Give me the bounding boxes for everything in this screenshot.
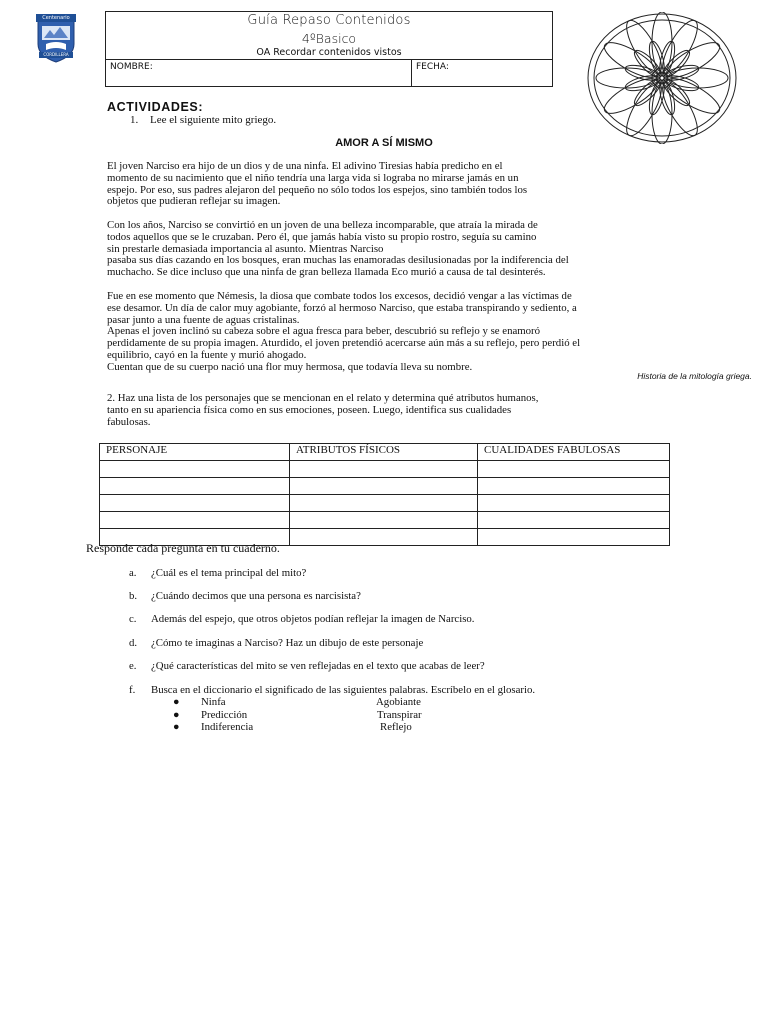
table-row [100, 461, 670, 478]
question-a [129, 567, 306, 579]
activities-heading: ACTIVIDADES: [107, 100, 204, 114]
vocab-word: Indiferencia [201, 721, 254, 733]
table-row [100, 495, 670, 512]
table-cell[interactable] [478, 495, 670, 512]
date-field[interactable]: FECHA: [416, 62, 449, 72]
question-c [129, 613, 475, 625]
question-f [129, 684, 535, 696]
table-cell[interactable] [290, 478, 478, 495]
logo-banner-bottom: CORDILLERA [43, 52, 69, 57]
table-cell[interactable] [478, 529, 670, 546]
bullet-icon: ● [173, 721, 180, 733]
table-cell[interactable] [290, 512, 478, 529]
table-row [100, 478, 670, 495]
table-cell[interactable] [100, 512, 290, 529]
question-letter: e. [129, 660, 137, 672]
header-box [105, 11, 553, 87]
table-cell[interactable] [478, 478, 670, 495]
instruction-1 [130, 114, 276, 126]
header-atributos: ATRIBUTOS FÍSICOS [290, 444, 478, 461]
question-d [129, 637, 423, 649]
logo-banner-top: Centenario [42, 15, 70, 21]
table-cell[interactable] [100, 495, 290, 512]
vocab-word: Agobiante [376, 696, 421, 708]
question-b [129, 590, 361, 602]
vocab-item [173, 696, 226, 708]
story-paragraph-3: Fue en ese momento que Némesis, la diosa que combate todos los excesos, decidió vengar a las víctimas de ese desamor. Un día de calor muy agobiante, forzó al hermoso Narciso, que estaba transpirando y sediento, a pasar junto a una fuente de aguas cristalinas. Apenas el joven inclinó su cabeza sobre el agua fresca para beber, descubrió su reflejo y se enamoró perdidamente de su propia imagen. Aturdido, el joven pretendió acercarse aún más a su reflejo, pero perdió el equilibrio, cayó en la fuente y murió ahogado. Cuentan que de su cuerpo nació una flor muy hermosa, que todavía lleva su nombre. [107, 290, 581, 373]
name-field[interactable]: NOMBRE: [110, 62, 153, 72]
vocab-item [173, 721, 253, 733]
objective-text: OA Recordar contenidos vistos [256, 47, 402, 58]
table-cell[interactable] [100, 478, 290, 495]
question-letter: a. [129, 567, 137, 579]
respond-instruction: Responde cada pregunta en tu cuaderno. [86, 541, 280, 555]
table-row [100, 512, 670, 529]
header-cualidades: CUALIDADES FABULOSAS [478, 444, 670, 461]
table-cell[interactable] [478, 512, 670, 529]
question-letter: c. [129, 613, 137, 625]
school-logo [36, 12, 76, 64]
question-text: ¿Qué características del mito se ven reflejadas en el texto que acabas de leer? [151, 660, 485, 672]
question-letter: b. [129, 590, 138, 602]
question-text: Busca en el diccionario el significado de las siguientes palabras. Escríbelo en el glosario. [151, 684, 536, 696]
header-personaje: PERSONAJE [100, 444, 290, 461]
story-paragraph-2: Con los años, Narciso se convirtió en un joven de una belleza incomparable, que atraía la mirada de todos aquellos que se le cruzaban. Pero él, que jamás había visto su propio rostro, seguía su camino sin prestarle demasiada importancia al asunto. Mientras Narciso pasaba sus días cazando en los bosques, eran muchas las enamoradas desilusionadas por la indiferencia del muchacho. Se dice incluso que una ninfa de gran belleza llamada Eco murió a causa de tal desinterés. [107, 219, 569, 279]
mandala-illustration [586, 12, 738, 144]
table-cell[interactable] [100, 461, 290, 478]
bullet-icon: ● [173, 709, 180, 721]
vocab-word: Transpirar [377, 709, 422, 721]
instruction-1-text: Lee el siguiente mito griego. [150, 114, 277, 126]
vocab-word: Ninfa [201, 696, 226, 708]
vocab-word: Reflejo [380, 721, 412, 733]
table-cell[interactable] [290, 529, 478, 546]
question-letter: d. [129, 637, 138, 649]
story-source: Historia de la mitología griega. [637, 371, 752, 381]
question-text: Además del espejo, que otros objetos podían reflejar la imagen de Narciso. [151, 613, 475, 625]
table-cell[interactable] [290, 461, 478, 478]
question-text: ¿Cómo te imaginas a Narciso? Haz un dibujo de este personaje [151, 637, 424, 649]
story-title: AMOR A SÍ MISMO [335, 137, 433, 149]
instruction-1-number: 1. [130, 114, 139, 126]
table-cell[interactable] [478, 461, 670, 478]
question-e [129, 660, 485, 672]
grade-label: 4ºBasico [301, 31, 357, 46]
question-text: ¿Cuál es el tema principal del mito? [151, 567, 307, 579]
instruction-2: 2. Haz una lista de los personajes que se mencionan en el relato y determina qué atributos humanos, tanto en su apariencia física como en sus emociones, poseen. Luego, identifica sus cualidades fabulosas. [107, 392, 539, 428]
vocab-item [173, 709, 247, 721]
question-text: ¿Cuándo decimos que una persona es narcisista? [151, 590, 361, 602]
guide-title: Guía Repaso Contenidos [247, 13, 411, 28]
question-letter: f. [129, 684, 136, 696]
bullet-icon: ● [173, 696, 180, 708]
vocab-word: Predicción [201, 709, 248, 721]
characters-table [99, 443, 670, 546]
table-cell[interactable] [290, 495, 478, 512]
table-header-row [100, 444, 670, 461]
story-paragraph-1: El joven Narciso era hijo de un dios y de una ninfa. El adivino Tiresias había predicho en el momento de su nacimiento que el niño tendría una larga vida si lograba no mirarse jamás en un espejo. Por eso, sus padres alejaron del pequeño no sólo todos los espejos, sino también todos los objetos que pudieran reflejar su imagen. [107, 160, 528, 208]
